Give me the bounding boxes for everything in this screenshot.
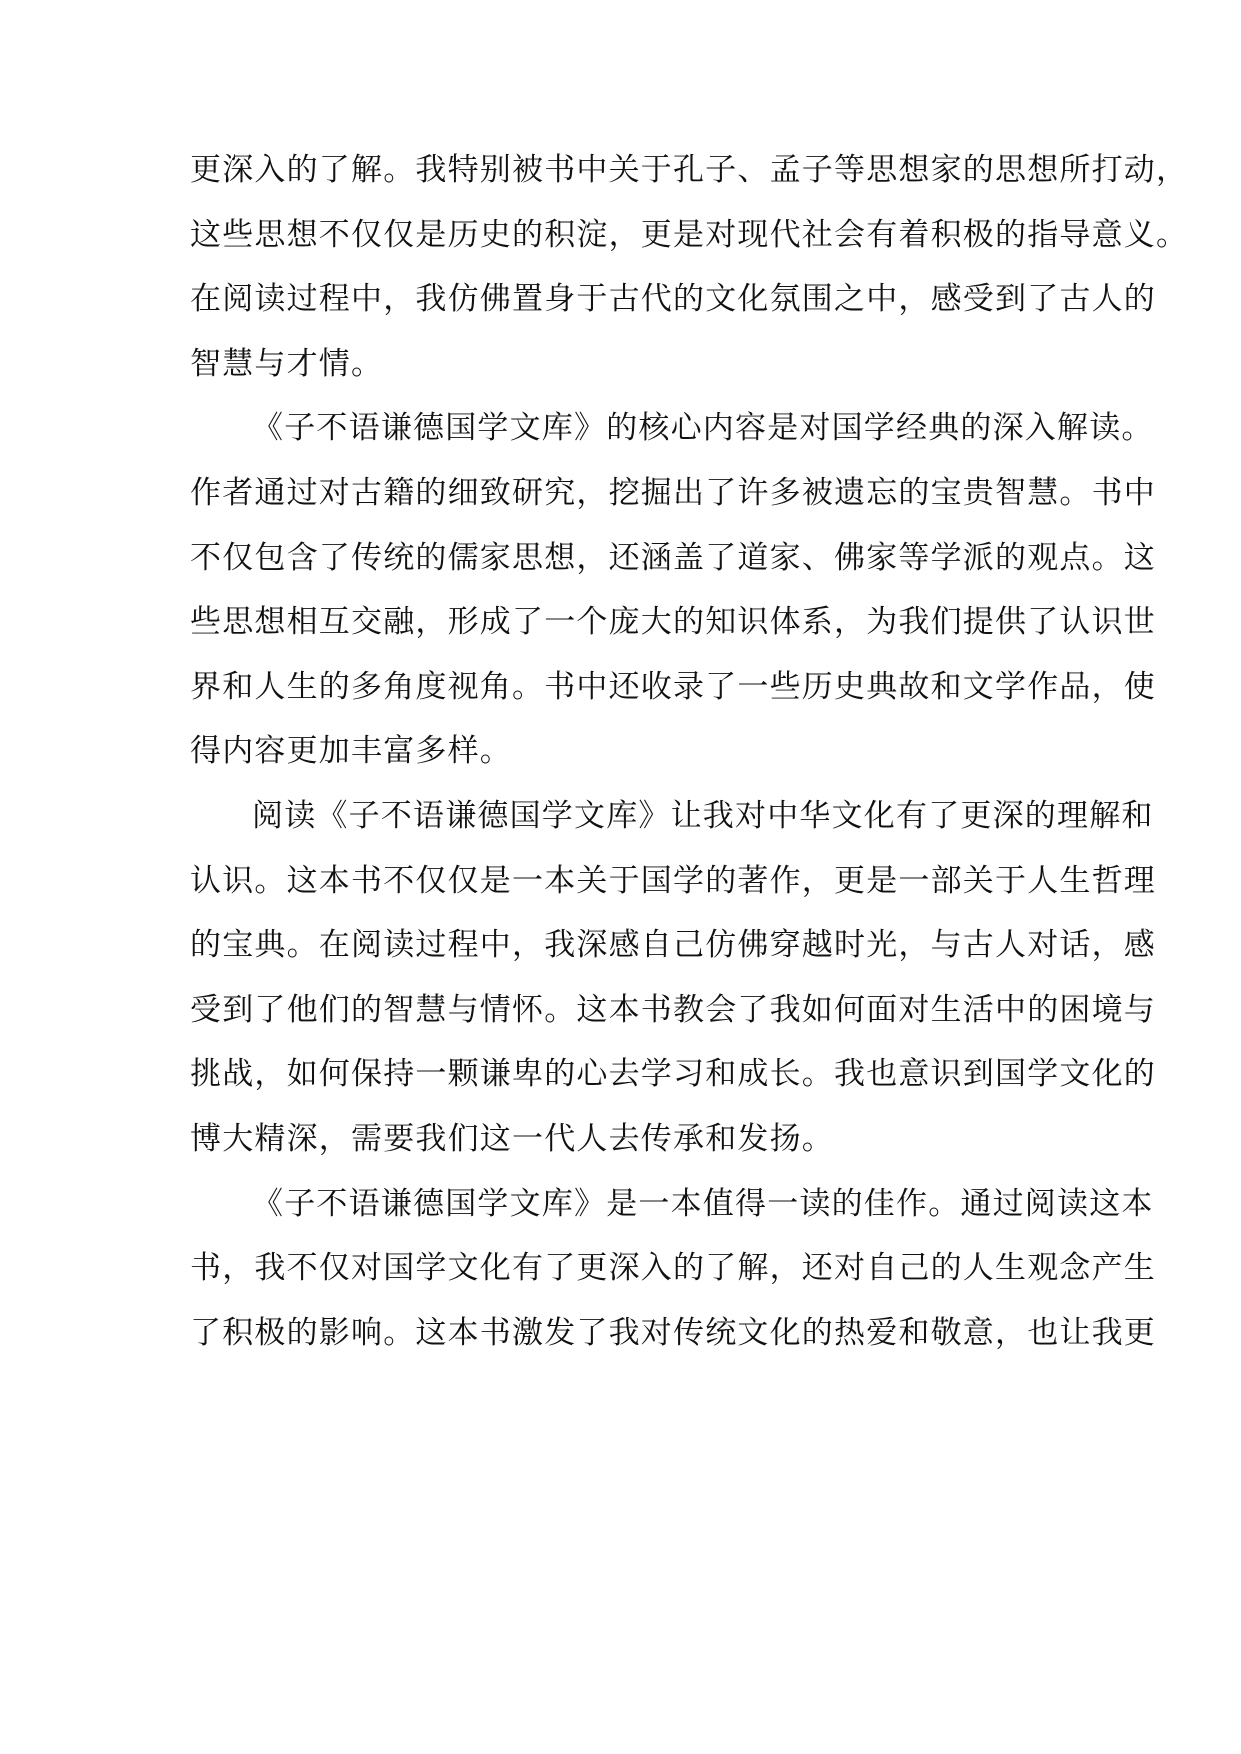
paragraph-2-line-6: 得内容更加丰富多样。: [190, 733, 512, 770]
paragraph-3-line-1: 阅读《子不语谦德国学文库》让我对中华文化有了更深的理解和: [252, 797, 1154, 834]
paragraph-2-line-3: 不仅包含了传统的儒家思想，还涵盖了道家、佛家等学派的观点。这: [190, 539, 1156, 576]
paragraph-3-line-3: 的宝典。在阅读过程中，我深感自己仿佛穿越时光，与古人对话，感: [190, 927, 1156, 964]
paragraph-2-line-5: 界和人生的多角度视角。书中还收录了一些历史典故和文学作品，使: [190, 668, 1156, 705]
paragraph-1-line-4: 智慧与才情。: [190, 345, 384, 382]
paragraph-2-line-1: 《子不语谦德国学文库》的核心内容是对国学经典的深入解读。: [252, 410, 1154, 447]
paragraph-4-line-3: 了积极的影响。这本书激发了我对传统文化的热爱和敬意，也让我更: [190, 1314, 1156, 1351]
paragraph-3-line-4: 受到了他们的智慧与情怀。这本书教会了我如何面对生活中的困境与: [190, 991, 1156, 1028]
paragraph-4-line-1: 《子不语谦德国学文库》是一本值得一读的佳作。通过阅读这本: [252, 1185, 1154, 1222]
paragraph-2-line-2: 作者通过对古籍的细致研究，挖掘出了许多被遗忘的宝贵智慧。书中: [190, 474, 1156, 511]
paragraph-3-line-5: 挑战，如何保持一颗谦卑的心去学习和成长。我也意识到国学文化的: [190, 1056, 1156, 1093]
paragraph-2-line-4: 些思想相互交融，形成了一个庞大的知识体系，为我们提供了认识世: [190, 604, 1156, 641]
body-text: [190, 138, 1189, 1365]
paragraph-1-line-3: 在阅读过程中，我仿佛置身于古代的文化氛围之中，感受到了古人的: [190, 281, 1156, 318]
paragraph-1-line-1: 更深入的了解。我特别被书中关于孔子、孟子等思想家的思想所打动，: [190, 152, 1189, 188]
paragraph-1-line-2: 这些思想不仅仅是历史的积淀，更是对现代社会有着积极的指导意义。: [190, 216, 1189, 253]
paragraph-4-line-2: 书，我不仅对国学文化有了更深入的了解，还对自己的人生观念产生: [190, 1250, 1156, 1287]
paragraph-3-line-6: 博大精深，需要我们这一代人去传承和发扬。: [190, 1120, 834, 1157]
paragraph-3-line-2: 认识。这本书不仅仅是一本关于国学的著作，更是一部关于人生哲理: [190, 862, 1156, 899]
